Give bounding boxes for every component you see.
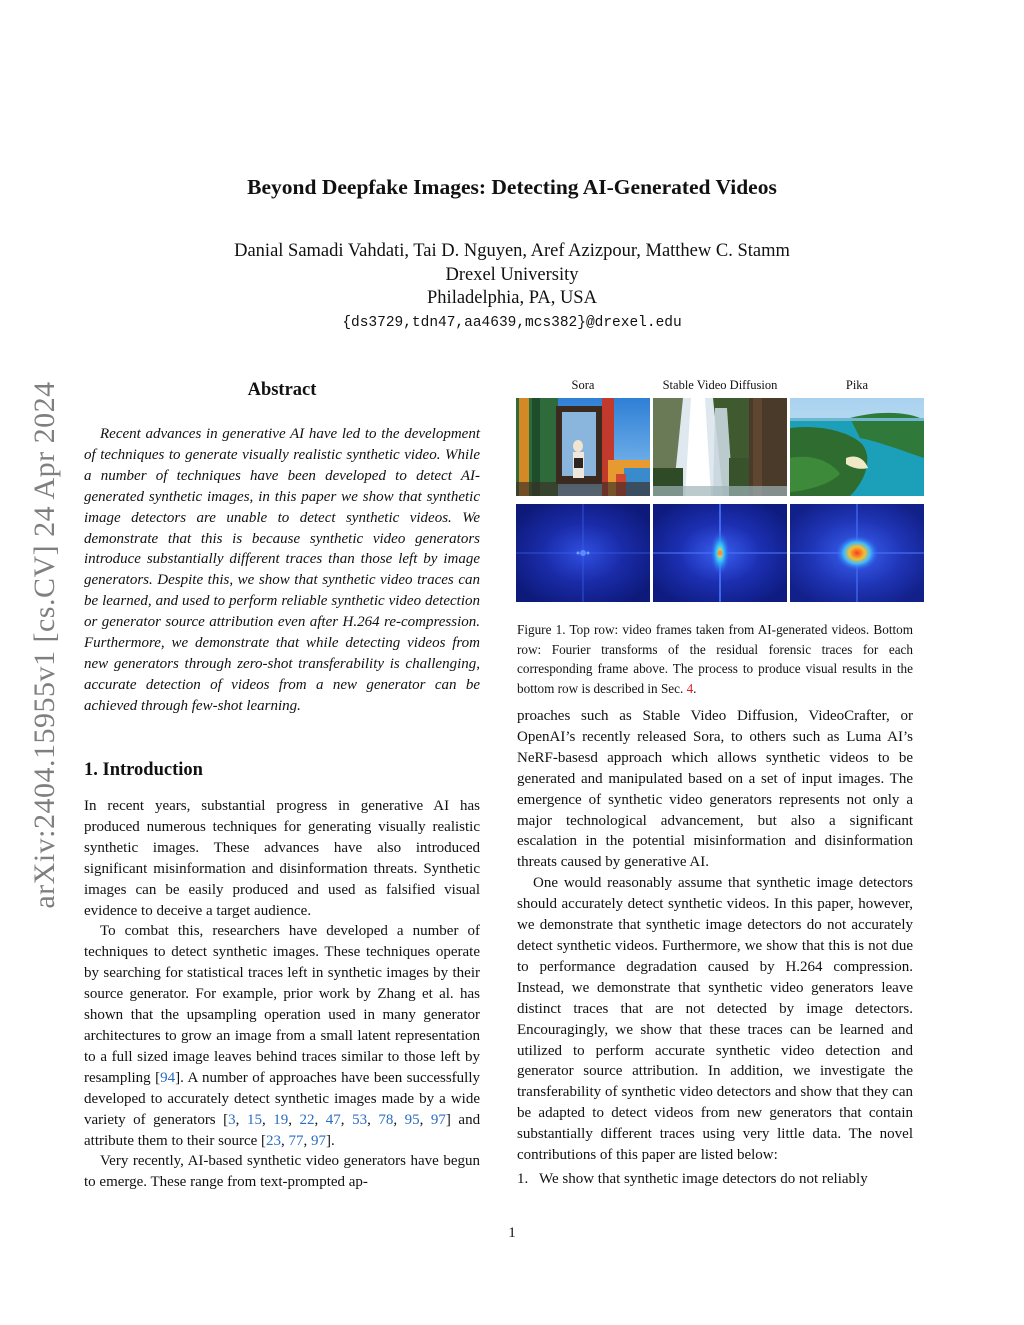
figure-label-sora: Sora [571,378,595,392]
figure-1-caption [517,620,913,698]
affiliation: Drexel University [445,265,579,285]
introduction-body [84,796,480,1193]
citation-link[interactable]: 47 [325,1111,341,1128]
intro-paragraph-2: To combat this, researchers have developed a number of techniques to detect synthetic images. These techniques operate by searching for statistical traces left in synthetic images by their source generator. For example, prior work by Zhang et al. has shown that the upsampling operation used in many generator architectures to grow an image from a small latent representation to a full sized image leaves behind traces similar to those left by resampling [94]. A number of approaches have been successfully developed to accurately detect synthetic images made by a wide variety of generators [3, 15, 19, 22, 47, 53, 78, 95, 97] and attribute them to their source [23, 77, 97]. [84,923,481,1149]
intro-paragraph-1: In recent years, substantial progress in generative AI has produced numerous techniques for generating visually realistic synthetic images. These advances have also introduced significant misinformation and disinformation threats. Synthetic images can be easily produced and used as falsified visual evidence to deceive a target audience. [84,798,480,919]
sora-fourier-spectrum [516,504,650,602]
arxiv-side-stamp: arXiv:2404.15955v1 [cs.CV] 24 Apr 2024 [28,381,61,909]
caption-text-b: . [693,680,697,696]
abstract-heading: Abstract [247,380,317,400]
citation-link[interactable]: 23 [266,1132,282,1149]
location: Philadelphia, PA, USA [427,288,597,308]
intro-p2-text-a: To combat this, researchers have developed a number of techniques to detect synthetic images. These techniques operate by searching for statistical traces left in synthetic images by their source generator. For example, prior work by Zhang et al. has shown that the upsampling operation used in many generator architectures to grow an image from a small latent representation to a full sized image leaves behind traces similar to those left by resampling [ [84,923,480,1086]
introduction-heading: 1. Introduction [84,760,203,780]
citation-link[interactable]: 97 [311,1132,327,1149]
figure-label-svd: Stable Video Diffusion [662,378,778,392]
citation-link[interactable]: 95 [404,1111,420,1128]
intro-p2-text-d: ]. [326,1132,335,1149]
abstract-body [84,424,480,717]
sora-video-frame [516,398,650,496]
intro-p2-text-c: ] and attribute them to their source [ [84,1111,481,1149]
list-number: 1. [517,1170,529,1187]
abstract-text: Recent advances in generative AI have led to the development of techniques to generate visually realistic synthetic video. While a number of techniques have been developed to detect AI-generated synthetic images, in this paper we show that synthetic image detectors are unable to detect synthetic videos. We demonstrate that this is because synthetic video generators introduce substantially different traces than those left by image generators. Despite this, we show that synthetic video traces can be learned, and used to perform reliable synthetic video detection or generator source attribution even after H.264 re-compression. Furthermore, we demonstrate that while detecting videos from new generators through zero-shot transferability is challenging, accurate detection of videos from a new generator can be achieved through few-shot learning. [84,426,480,714]
figure-label-pika: Pika [845,378,869,392]
citation-link[interactable]: 22 [299,1111,315,1128]
citation-link[interactable]: 15 [246,1111,262,1128]
right-paragraph-1: proaches such as Stable Video Diffusion, VideoCrafter, or OpenAI’s recently released Sora, to others such as Luma AI’s NeRF-basesd approach which allows synthetic videos to be generated and manipulated based on a set of input images. The emergence of synthetic video generators represents not only a major technological advancement, but also a significant escalation in the potential misinformation and disinformation threats caused by generative AI. [517,708,913,871]
page-number: 1 [508,1225,516,1241]
right-column-body [517,706,913,1190]
citation-link[interactable]: 78 [378,1111,394,1128]
author-list: Danial Samadi Vahdati, Tai D. Nguyen, Aref Azizpour, Matthew C. Stamm [234,241,790,261]
stable-video-diffusion-fourier-spectrum [653,504,787,602]
pika-fourier-spectrum [790,504,924,602]
citation-link[interactable]: 19 [273,1111,289,1128]
intro-p2-text-b: ]. A number of approaches have been successfully developed to accurately detect synthetic images made by a wide variety of generators [ [84,1069,480,1128]
pika-video-frame [790,398,924,496]
contribution-list-item [517,1169,913,1190]
stable-video-diffusion-frame [653,398,787,496]
citation-link[interactable]: 3 [228,1111,236,1128]
caption-text-a: Figure 1. Top row: video frames taken from AI-generated videos. Bottom row: Fourier transforms of the residual forensic traces for each corresponding frame above. The process to produce visual results in the bottom row is described in Sec. [517,622,913,696]
citation-link[interactable]: 97 [430,1111,446,1128]
paper-title: Beyond Deepfake Images: Detecting AI-Generated Videos [247,175,777,199]
citation-link[interactable]: 77 [288,1132,304,1149]
right-paragraph-2: One would reasonably assume that synthetic image detectors should accurately detect synthetic videos. In this paper, however, we demonstrate that synthetic image detectors do not accurately detect synthetic videos. Furthermore, we show that this is not due to performance degradation caused by H.264 compression. Instead, we demonstrate that synthetic video generators leave distinct traces that are not detected by image detectors. Encouragingly, we show that these traces can be learned and utilized to perform accurate synthetic video detection and generator source attribution. In addition, we investigate the transferability of synthetic video detectors and show that they can be adapted to detect videos from new generators that contain substantially different traces using very little data. The novel contributions of this paper are listed below: [517,875,913,1164]
intro-paragraph-3: Very recently, AI-based synthetic video generators have begun to emerge. These range from text-prompted ap- [84,1153,480,1191]
citation-link[interactable]: 94 [160,1069,176,1086]
author-emails: {ds3729,tdn47,aa4639,mcs382}@drexel.edu [342,315,682,331]
section-ref-link[interactable]: 4 [686,680,694,696]
citation-link[interactable]: 53 [352,1111,368,1128]
list-text: We show that synthetic image detectors do not reliably [539,1170,868,1187]
